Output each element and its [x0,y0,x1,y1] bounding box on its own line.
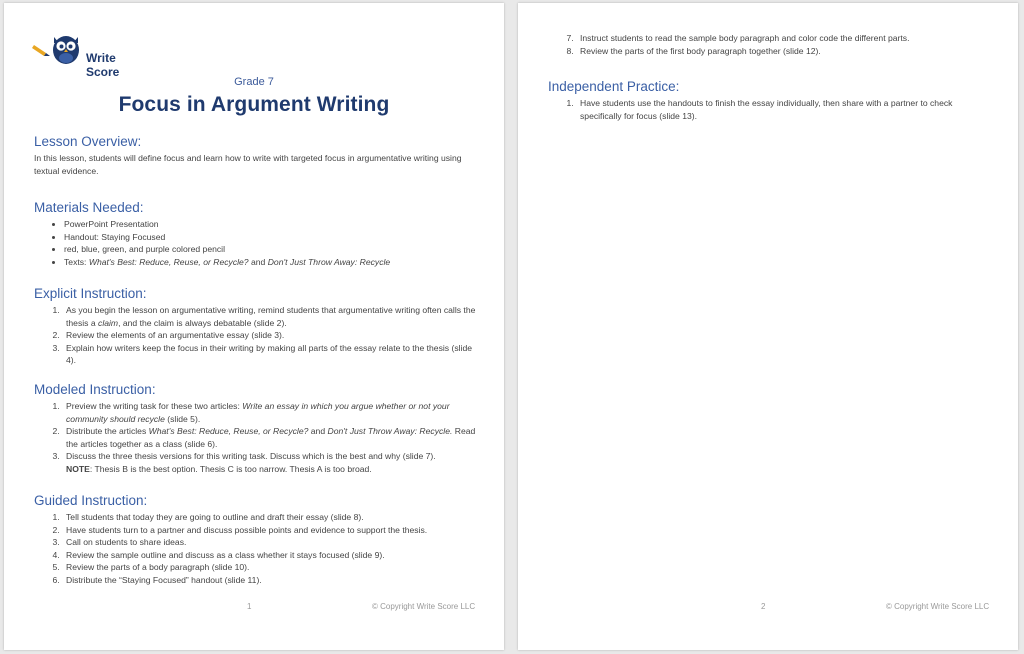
guided-instruction-section [34,493,479,587]
list-item [62,400,479,425]
modeled-instruction-list [34,400,479,476]
list-item: • red, blue, green, and purple colored pencil [64,243,479,256]
list-item: 2. Review the elements of an argumentative essay (slide 3). [62,329,479,342]
list-item: 8. Review the parts of the first body paragraph together (slide 12). [576,45,993,58]
guided-instruction-continued [548,32,993,57]
list-item: 4. Review the sample outline and discuss as a class whether it stays focused (slide 9). [62,549,479,562]
explicit-instruction-heading: Explicit Instruction: [34,286,147,301]
conjunction: and [248,256,268,267]
list-item: 3. Explain how writers keep the focus in their writing by making all parts of the essay relate to the thesis (slide 4). [62,342,479,367]
page-number: 2 [761,602,766,611]
materials-section [34,200,479,268]
copyright-footer: © Copyright Write Score LLC [886,602,990,611]
explicit-instruction-list [34,304,479,367]
write-score-logo [32,29,142,79]
list-item: 3. Call on students to share ideas. [62,536,479,549]
item-emphasis: What's Best: Reduce, Reuse, or Recycle? [148,426,309,437]
list-item [62,425,479,450]
explicit-instruction-section [34,286,479,367]
independent-practice-list [548,97,993,122]
item-emphasis: Write an essay in which you argue whether or not your community should recycle [66,401,450,424]
guided-instruction-list-continued [548,32,993,57]
note-text: : Thesis B is the best option. Thesis C is too narrow. Thesis A is too broad. [89,463,372,474]
modeled-instruction-section [34,382,479,476]
note-label: NOTE [66,463,90,474]
page-number: 1 [247,602,252,611]
materials-list [34,218,479,268]
item-emphasis: claim [98,317,119,328]
list-item: 1. Tell students that today they are going to outline and draft their essay (slide 8). [62,511,479,524]
grade-label: Grade 7 [234,76,274,88]
list-item: • PowerPoint Presentation [64,218,479,231]
lesson-title: Focus in Argument Writing [118,93,390,116]
list-item: 2. Have students turn to a partner and discuss possible points and evidence to support the thesis. [62,524,479,537]
independent-practice-section [548,79,993,122]
logo-text: Write Score [86,51,120,79]
item-text: Preview the writing task for these two articles: [66,401,243,411]
text-title: What's Best: Reduce, Reuse, or Recycle? [88,256,249,267]
document-page-2 [518,3,1018,650]
copyright-footer: © Copyright Write Score LLC [372,602,476,611]
item-text: Distribute the articles [66,426,149,437]
item-text: , and the claim is always debatable (slide 2). [118,317,287,328]
owl-icon [32,29,92,69]
list-item [62,304,479,329]
item-text: As you begin the lesson on argumentative writing, remind students that argumentative writing often calls the thesis a [66,305,476,328]
list-item: 5. Review the parts of a body paragraph (slide 10). [62,561,479,574]
list-item: 7. Instruct students to read the sample body paragraph and color code the different parts. [576,32,993,45]
independent-practice-heading: Independent Practice: [548,79,680,94]
list-item: 6. Distribute the “Staying Focused” handout (slide 11). [62,574,479,587]
materials-heading: Materials Needed: [34,200,144,215]
item-text: and [308,426,328,437]
lesson-overview-text: In this lesson, students will define focus and learn how to write with targeted focus in argumentative writing using textual evidence. [34,153,462,176]
list-item: 1. Have students use the handouts to finish the essay individually, then share with a partner to check specifically for focus (slide 13). [576,97,993,122]
item-text: Read the articles together as a class (slide 6). [66,426,476,449]
list-item [64,256,479,269]
lesson-overview-section [34,134,479,177]
list-item [62,450,479,475]
lesson-overview-heading: Lesson Overview: [34,134,142,149]
guided-instruction-list [34,511,479,587]
document-page-1 [4,3,504,650]
item-text: Discuss the three thesis versions for this writing task. Discuss which is the best and why (slide 7). [66,451,436,462]
guided-instruction-heading: Guided Instruction: [34,493,148,508]
modeled-instruction-heading: Modeled Instruction: [34,382,156,397]
text-title: Don't Just Throw Away: Recycle [267,256,391,267]
texts-prefix: Texts: [64,256,89,267]
item-text: (slide 5). [164,413,201,424]
list-item: • Handout: Staying Focused [64,231,479,244]
item-emphasis: Don't Just Throw Away: Recycle. [327,426,453,437]
